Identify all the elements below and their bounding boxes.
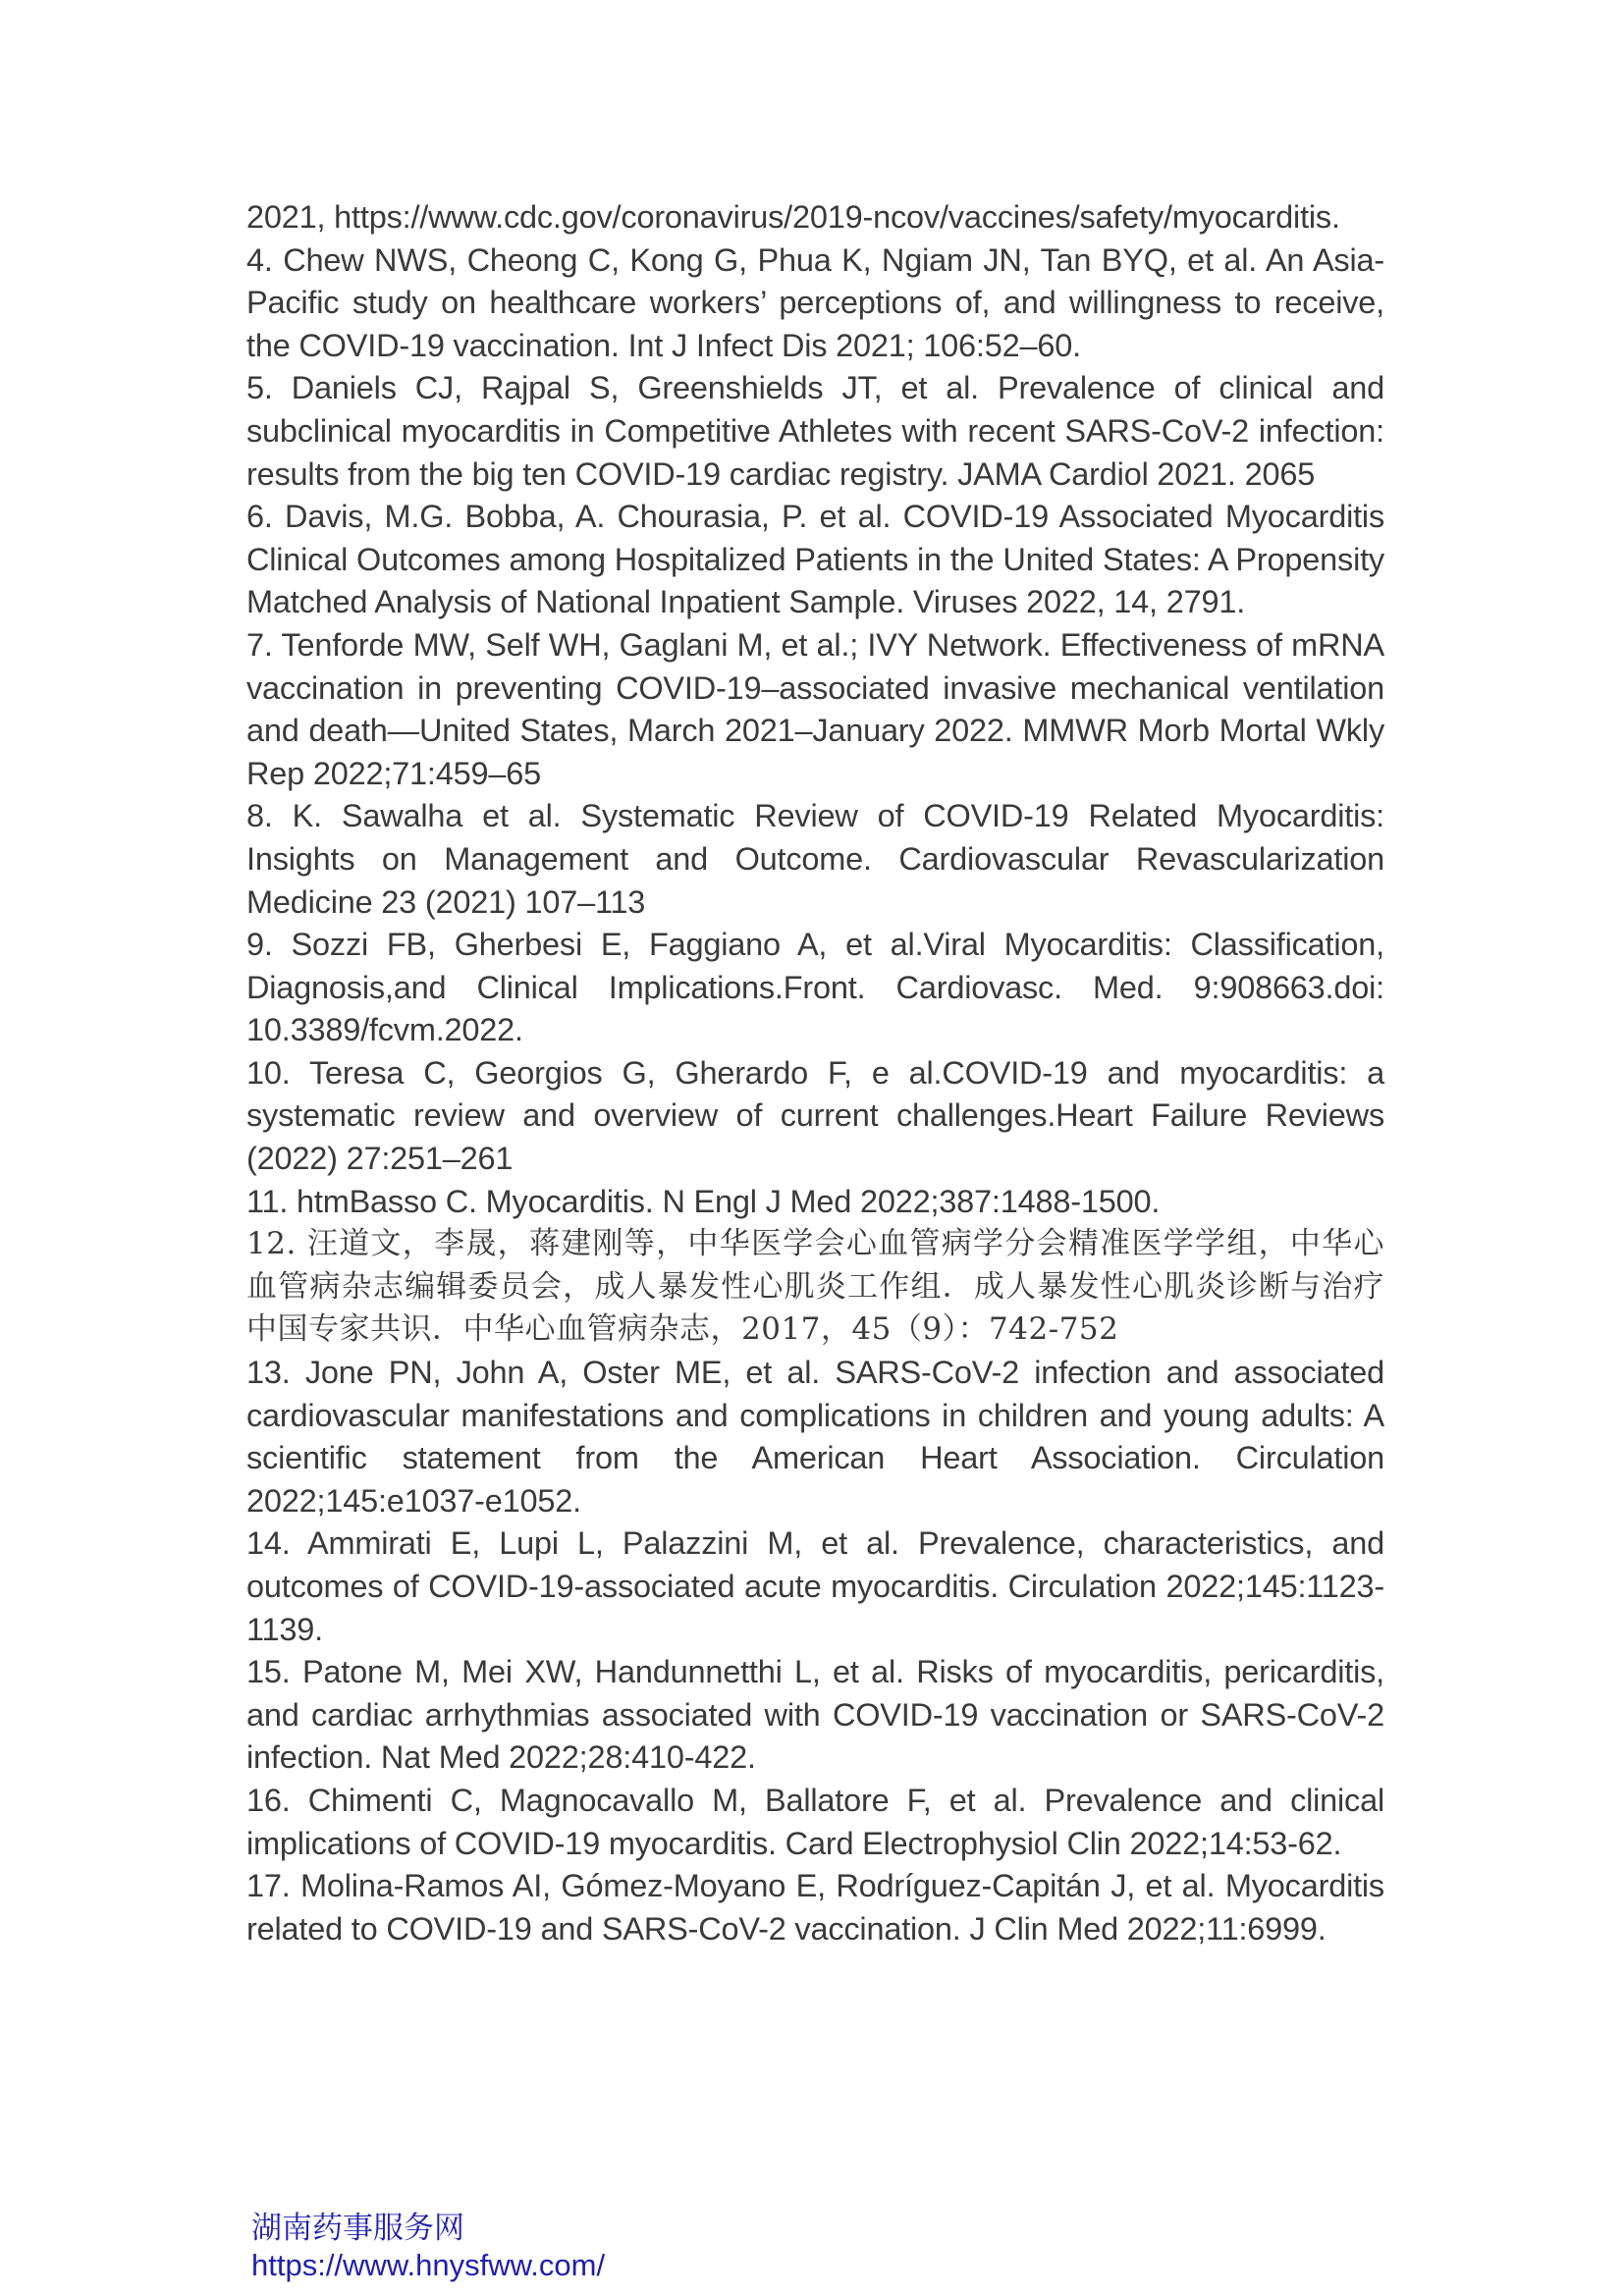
reference-item: 8. K. Sawalha et al. Systematic Review of COVID-19 Related Myocarditis: Insights on Management and Outcome. Cardiovascular Revascularization Medicine 23 (2021) 107–113 xyxy=(246,798,1384,920)
reference-item: 5. Daniels CJ, Rajpal S, Greenshields JT, et al. Prevalence of clinical and subclinical myocarditis in Competitive Athletes with recent SARS-CoV-2 infection: results from the big ten COVID-19 cardiac registry. JAMA Cardiol 2021. 2065 xyxy=(246,370,1384,492)
reference-item: 2021, https://www.cdc.gov/coronavirus/2019-ncov/vaccines/safety/myocarditis. xyxy=(246,199,1340,235)
reference-item: 9. Sozzi FB, Gherbesi E, Faggiano A, et al.Viral Myocarditis: Classification, Diagnosis,and Clinical Implications.Front. Cardiovasc. Med. 9:908663.doi: 10.3389/fcvm.2022. xyxy=(246,927,1384,1048)
reference-item: 15. Patone M, Mei XW, Handunnetthi L, et al. Risks of myocarditis, pericarditis, and cardiac arrhythmias associated with COVID-19 vaccination or SARS-CoV-2 infection. Nat Med 2022;28:410-422. xyxy=(246,1654,1384,1776)
reference-item: 11. htmBasso C. Myocarditis. N Engl J Med 2022;387:1488-1500. xyxy=(246,1183,1161,1219)
reference-item: 13. Jone PN, John A, Oster ME, et al. SARS-CoV-2 infection and associated cardiovascular manifestations and complications in children and young adults: A scientific statement from the American Heart Association. Circulation 2022;145:e1037-e1052. xyxy=(246,1355,1384,1519)
reference-item: 16. Chimenti C, Magnocavallo M, Ballatore F, et al. Prevalence and clinical implications of COVID-19 myocarditis. Card Electrophysiol Clin 2022;14:53-62. xyxy=(246,1782,1384,1861)
reference-item: 4. Chew NWS, Cheong C, Kong G, Phua K, Ngiam JN, Tan BYQ, et al. An Asia-Pacific study on healthcare workers’ perceptions of, and willingness to receive, the COVID-19 vaccination. Int J Infect Dis 2021; 106:52–60. xyxy=(246,241,1384,363)
footer-site-url[interactable]: https://www.hnysfww.com/ xyxy=(251,2248,606,2282)
reference-item: 10. Teresa C, Georgios G, Gherardo F, e al.COVID-19 and myocarditis: a systematic review and overview of current challenges.Heart Failure Reviews (2022) 27:251–261 xyxy=(246,1054,1384,1177)
reference-item: 6. Davis, M.G. Bobba, A. Chourasia, P. et al. COVID-19 Associated Myocarditis Clinical Outcomes among Hospitalized Patients in the United States: A Propensity Matched Analysis of National Inpatient Sample. Viruses 2022, 14, 2791. xyxy=(246,499,1384,620)
footer-site-name: 湖南药事服务网 xyxy=(251,2211,464,2246)
reference-item: 14. Ammirati E, Lupi L, Palazzini M, et al. Prevalence, characteristics, and outcomes of COVID-19-associated acute myocarditis. Circulation 2022;145:1123-1139. xyxy=(246,1525,1384,1647)
reference-item: 12. 汪道文，李晟，蒋建刚等，中华医学会心血管病学分会精准医学学组，中华心血管病杂志编辑委员会，成人暴发性心肌炎工作组．成人暴发性心肌炎诊断与治疗中国专家共识．中华心血管病杂志，2017，45（9）：742-752 xyxy=(246,1226,1384,1348)
reference-item: 17. Molina-Ramos AI, Gómez-Moyano E, Rodríguez-Capitán J, et al. Myocarditis related to COVID-19 and SARS-CoV-2 vaccination. J Clin Med 2022;11:6999. xyxy=(246,1868,1384,1947)
reference-list xyxy=(246,196,1384,1950)
reference-item: 7. Tenforde MW, Self WH, Gaglani M, et al.; IVY Network. Effectiveness of mRNA vaccination in preventing COVID-19–associated invasive mechanical ventilation and death—United States, March 2021–January 2022. MMWR Morb Mortal Wkly Rep 2022;71:459–65 xyxy=(246,626,1384,791)
page-footer xyxy=(251,2210,605,2284)
